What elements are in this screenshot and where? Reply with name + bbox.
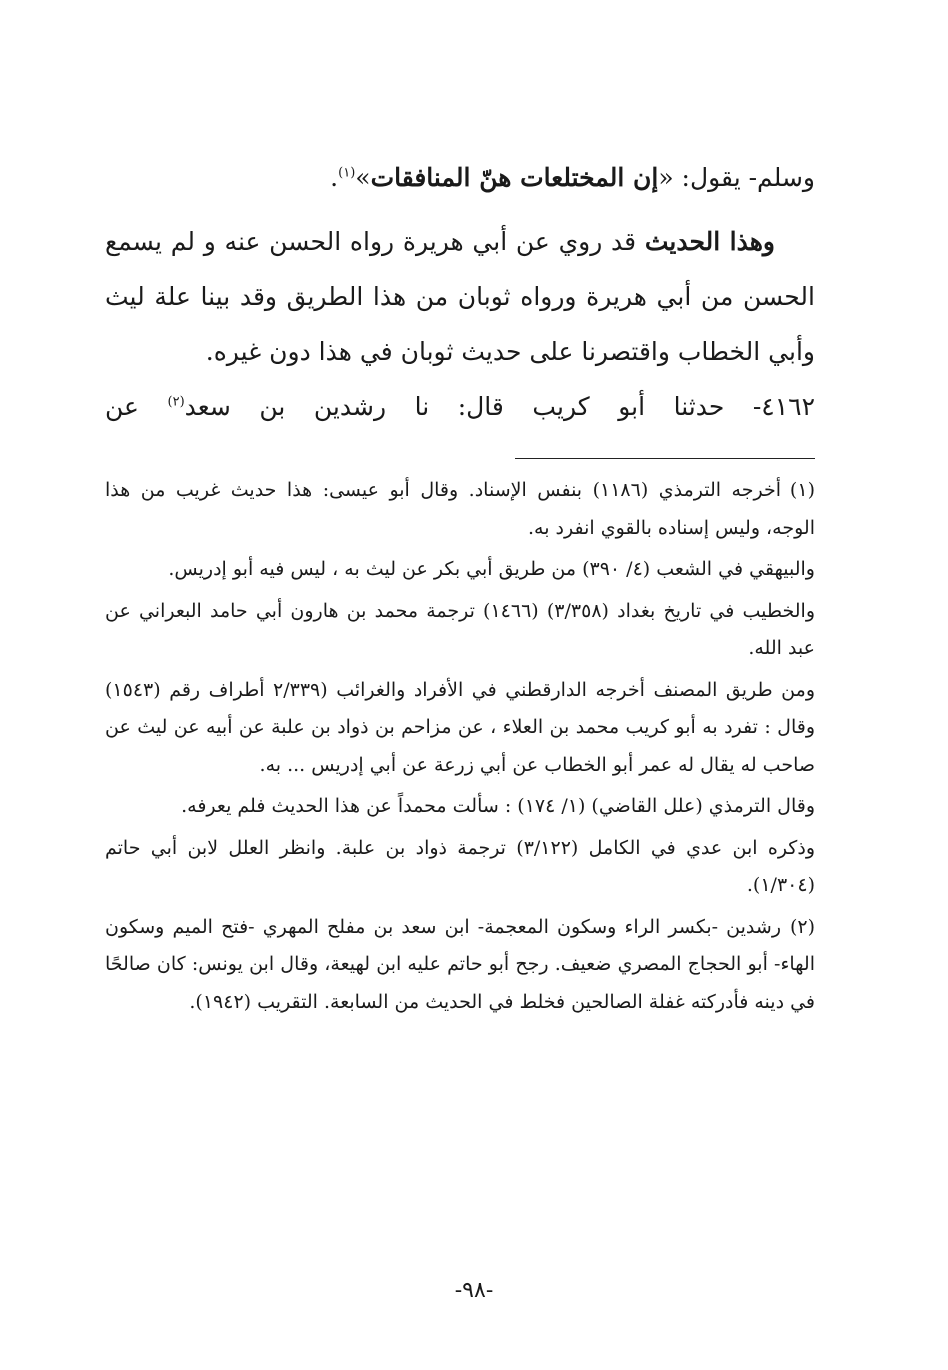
footnote-1-p4: ومن طريق المصنف أخرجه الدارقطني في الأفراد والغرائب (٢/٣٣٩ أطراف رقم (١٥٤٣) وقال : تفرد به أبو كريب محمد بن العلاء ، عن مزاحم بن ذواد بن علبة عن أبيه عن ليث عن صاحب له يقال له عمر أبو الخطاب عن أبي زرعة عن أبي إدريس ... به. [105, 678, 816, 776]
main-paragraph-2: وهذا الحديث قد روي عن أبي هريرة رواه الحسن عنه و لم يسمع الحسن من أبي هريرة ورواه ثوبان من هذا الطريق وقد بينا علة ليث وأبي الخطاب واقتصرنا على حديث ثوبان في هذا دون غيره. [105, 227, 815, 366]
footnote-2: (٢)رشدين -بكسر الراء وسكون المعجمة- ابن سعد بن مفلح المهري -فتح الميم وسكون الهاء- أبو الحجاج المصري ضعيف. رجح أبو حاتم عليه ابن لهيعة، وقال ابن يونس: كان صالحًا في دينه فأدركته غفلة الصالحين فخلط في الحديث من السابعة. التقريب (١٩٤٢). [105, 909, 815, 1022]
footnote-2-marker: (٢) [789, 915, 815, 938]
footnotes [105, 472, 815, 1025]
footnote-ref-1: (١) [338, 165, 356, 181]
footnote-1-p3: والخطيب في تاريخ بغداد (٣/٣٥٨) (١٤٦٦) ترجمة محمد بن هارون أبي حامد البعراني عن عبد الله. [105, 599, 815, 659]
main-line-1: وسلم- يقول: «إن المختلعات هنّ المنافقات»$^{(١)}$. [330, 163, 815, 192]
main-text [105, 150, 815, 206]
hadith-line: ٤١٦٢- حدثنا أبو كريب قال: نا رشدين بن سعد$^{(٢)}$ عن [105, 392, 815, 421]
footnote-1-marker: (١) [789, 479, 815, 501]
paragraph-lead: وهذا الحديث [644, 227, 776, 256]
footnote-1-p6: وذكره ابن عدي في الكامل (٣/١٢٢) ترجمة ذواد بن علبة. وانظر العلل لابن أبي حاتم (١/٣٠٤). [105, 836, 815, 896]
page-number: -٩٨- [454, 1278, 494, 1303]
footnote-1-p5: وقال الترمذي (علل القاضي) (١/ ١٧٤) : سألت محمداً عن هذا الحديث فلم يعرفه. [181, 795, 815, 817]
footnote-separator [515, 458, 815, 459]
hadith-quote: إن المختلعات هنّ المنافقات [370, 163, 659, 192]
footnote-1-p1: (١)أخرجه الترمذي (١١٨٦) بنفس الإسناد. وقال أبو عيسى: هذا حديث غريب من هذا الوجه، وليس إسناده بالقوي انفرد به. [105, 472, 815, 547]
footnote-1-p2: والبيهقي في الشعب (٤/ ٣٩٠) من طريق أبي بكر عن ليث به ، ليس فيه أبو إدريس. [168, 558, 815, 580]
footnote-ref-2: (٢) [167, 394, 185, 410]
